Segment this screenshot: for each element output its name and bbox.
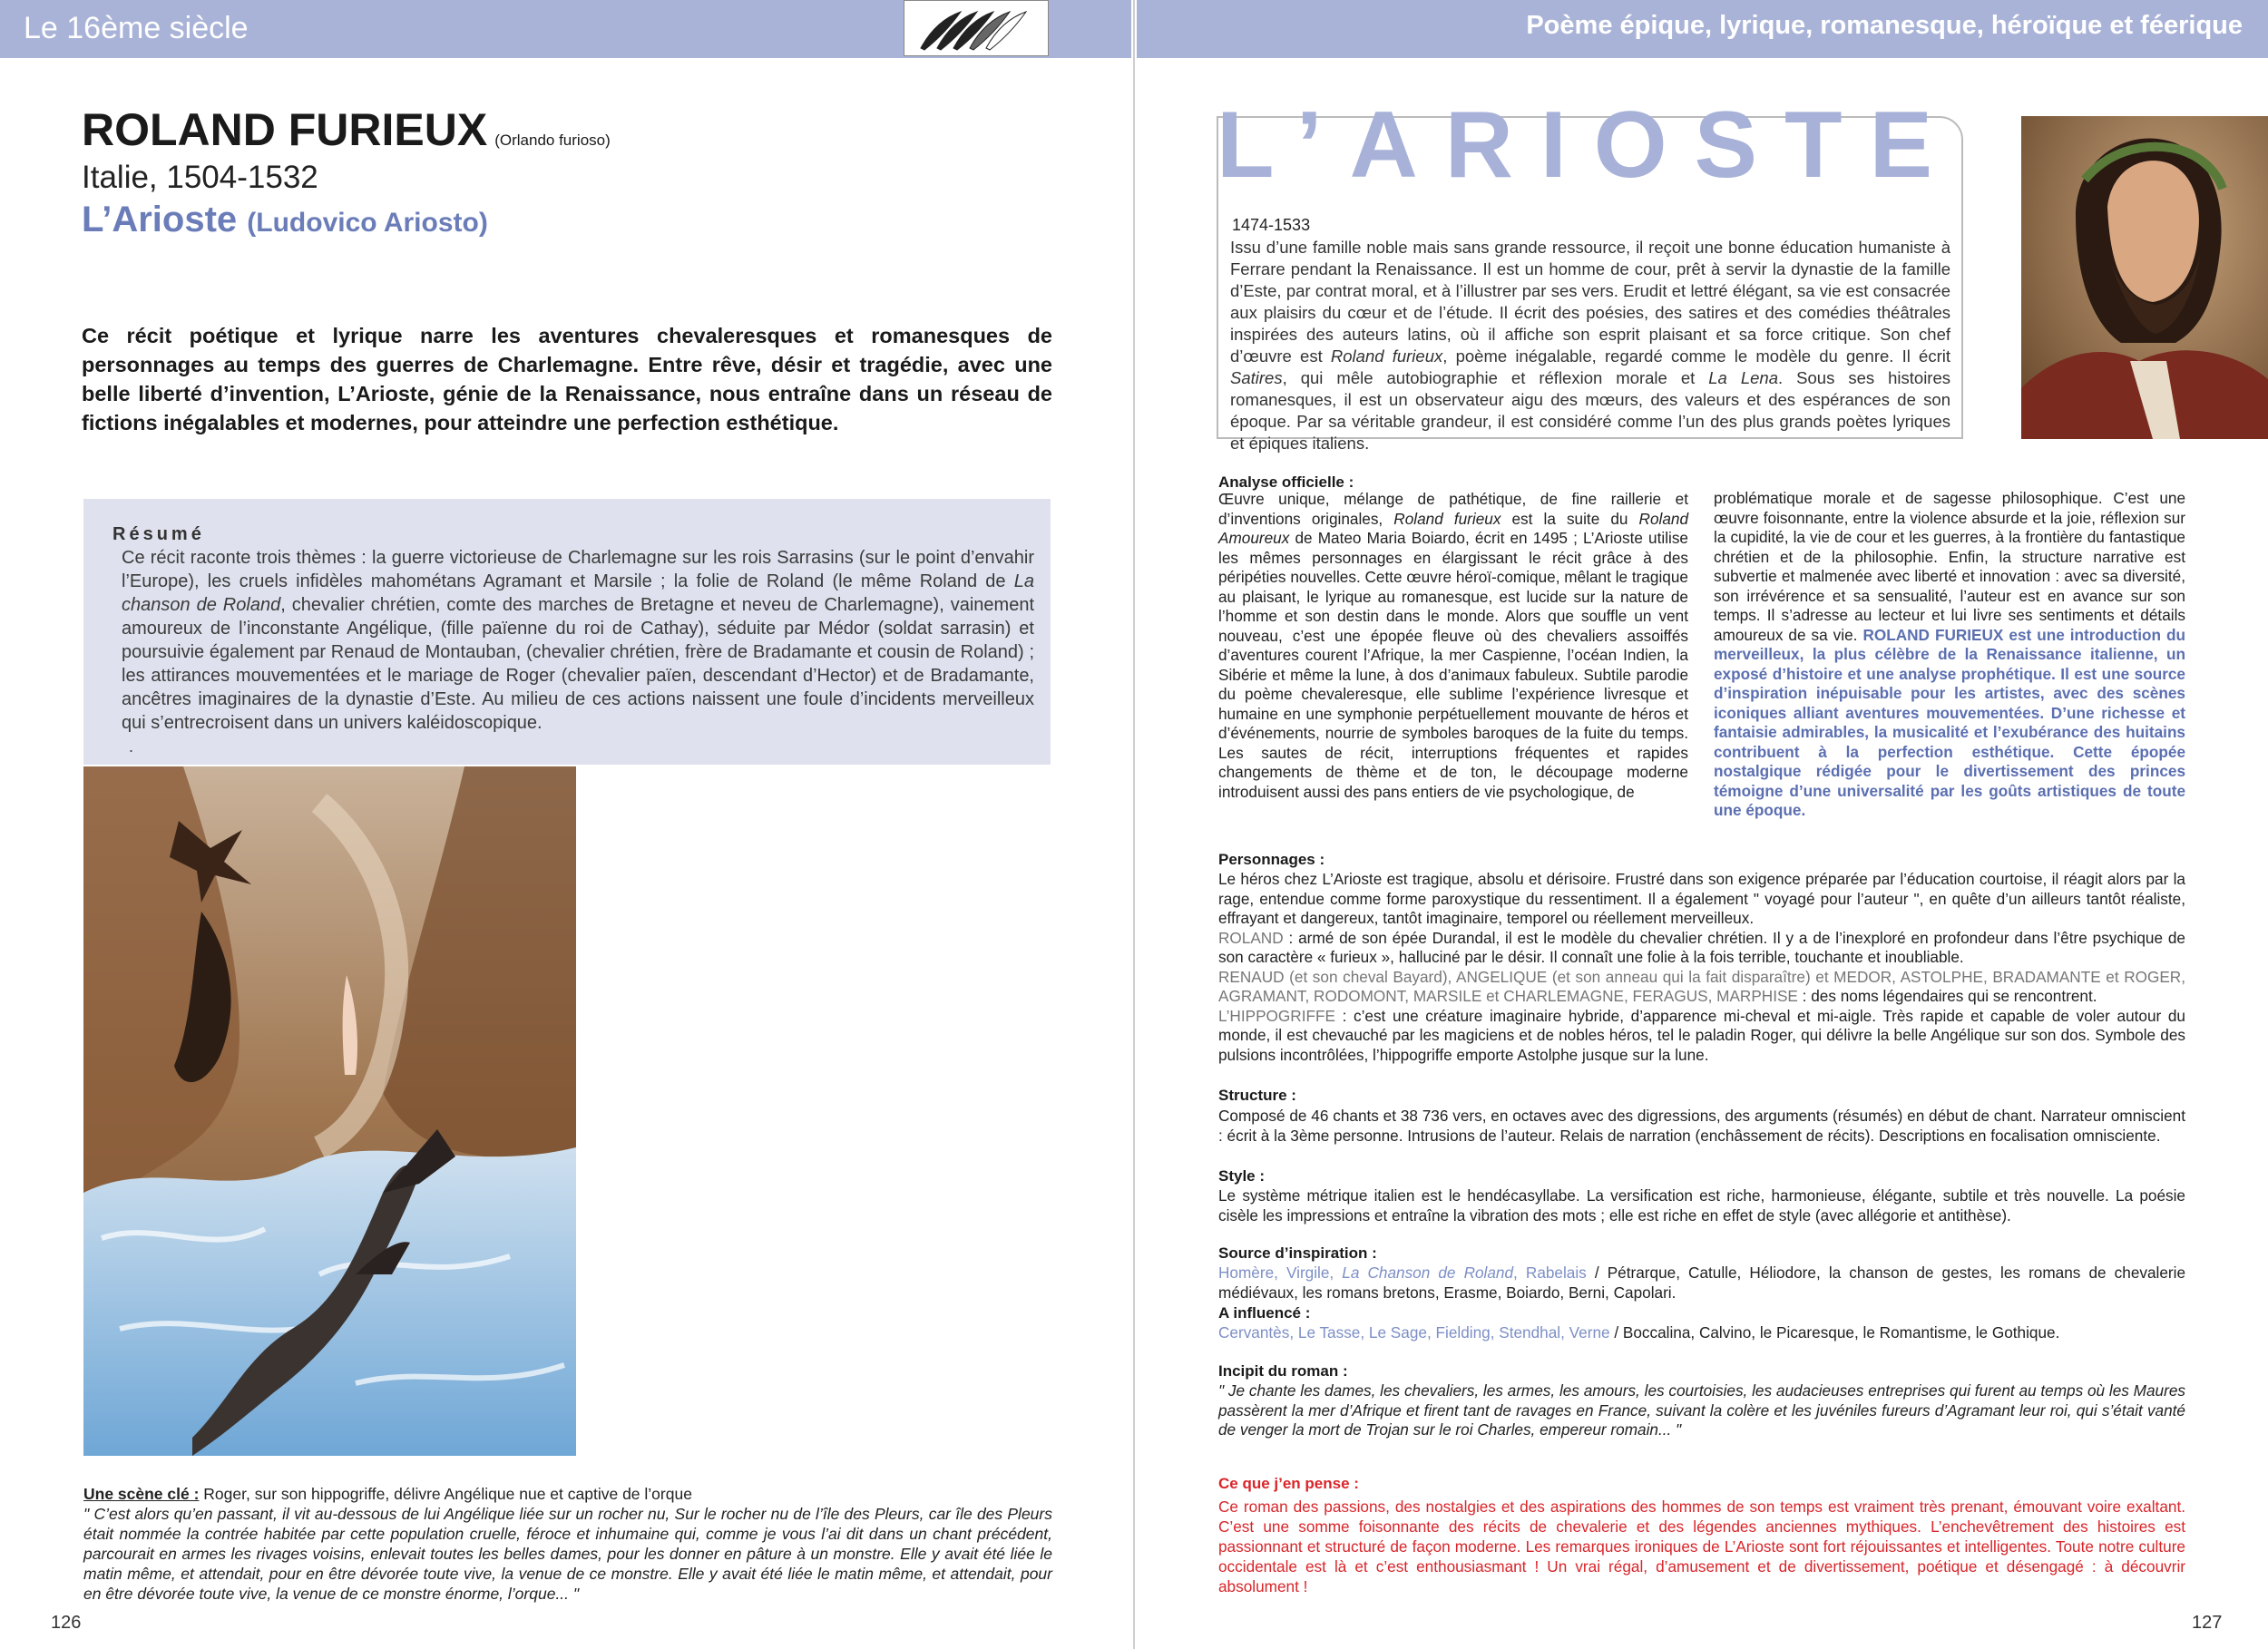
style-text: Le système métrique italien est le hendécasyllabe. La versification est riche, harmonieuse, élégante, subtile et très nouvelle. La poésie cisèle les impressions et entraîne la vibration des mots ; elle est riche en effet de style (avec allégorie et antithèse). bbox=[1218, 1186, 2185, 1225]
left-page-number: 126 bbox=[51, 1613, 82, 1633]
characters-label: Personnages : bbox=[1218, 851, 1325, 868]
right-header-bar bbox=[1137, 0, 2268, 58]
structure-text: Composé de 46 chants et 38 736 vers, en octaves avec des digressions, des arguments (résumés) en début de chant. Narrateur omniscient : écrit à la 3ème personne. Intrusions de l’auteur. Relais de narration (enchâssement de récits). Descriptions en focalisation omnisciente. bbox=[1218, 1107, 2185, 1145]
incipit-text: " Je chante les dames, les chevaliers, les armes, les amours, les courtoisies, les audacieuses entreprises qui furent au temps où les Maures passèrent la mer d’Afrique et firent tant de ravages en France, suivant la colère et les juvéniles fureurs d’Agramant leur roi, qui s’était vanté de venger la mort de Trojan sur le roi Charles, empereur romain... " bbox=[1218, 1381, 2185, 1439]
characters-text: Le héros chez L’Arioste est tragique, absolu et dérisoire. Frustré dans son exigence préparée par l’éducation courtoise, il réagit alors par la rage, entendue comme forme paroxystique du ressentiment. Il a également " voyagé pour l’auteur ", en quête d’un ailleurs tantôt réaliste, effrayant et dangereux, tantôt imaginaire, temporel ou réellement merveilleux. ROLAND : armé de son épée Durandal, il est le modèle du chevalier chrétien. Il y a de l’inexploré en profondeur dans l’être psychique de son caractère « furieux », halluciné par le désir. Il connaît une folie à la fois terrible, touchante et inoubliable. RENAUD (et son cheval Bayard), ANGELIQUE (et son anneau qui la fait disparaître) et MEDOR, ASTOLPHE, BRADAMANTE et ROGER, AGRAMANT, RODOMONT, MARSILE et CHARLEMAGNE, FERAGUS, MARPHISE : des noms légendaires qui se rencontrent. L’HIPPOGRIFFE : c’est une créature imaginaire hybride, d’apparence mi-cheval et mi-aigle. Très rapide et capable de voler autour du monde, il est chevauché par les magiciens et de nobles héros, tel le paladin Roger, qui délivre la belle Angélique sur son dos. Symbole des pulsions incontrôlées, l’hippogriffe emporte Astolphe jusque sur la lune. bbox=[1218, 870, 2185, 1064]
right-page-number: 127 bbox=[2192, 1613, 2223, 1633]
summary-box: Résumé Ce récit raconte trois thèmes : la guerre victorieuse de Charlemagne sur les rois Sarrasins (sur le point d’envahir l’Europe), les cruels infidèles mahométans Agramant et Marsile ; la folie de Roland (le même Roland de La chanson de Roland, chevalier chrétien, comte des marches de Bretagne et neveu de Charlemagne), vainement amoureux de l’inconstante Angélique, (fille païenne du roi de Cathay), séduite par Médor (soldat sarrasin) et poursuivie également par Renaud de Montauban, (chevalier chrétien, frère de Bradamante et cousin de Roland) ; les attirances mouvementées et le mariage de Roger (chevalier païen, descendant d’Hector) et de Bradamante, ancêtres imaginaires de la dynastie d’Este. Au milieu de ces actions naissent une foule d’incidents merveilleux qui s’entrecroisent dans un univers kaléidoscopique. . bbox=[83, 499, 1051, 765]
character-names: RENAUD (et son cheval Bayard), ANGELIQUE (et son anneau qui la fait disparaître) et MEDOR, ASTOLPHE, BRADAMANTE et ROGER, AGRAMANT, RODOMONT, MARSILE et CHARLEMAGNE, FERAGUS, MARPHISE bbox=[1218, 967, 2185, 1005]
character-roland: ROLAND bbox=[1218, 928, 1284, 947]
author-bio-text: Issu d’une famille noble mais sans grande ressource, il reçoit une bonne éducation humaniste à Ferrare pendant la Renaissance. Il est un homme de cour, prêt à servir la dynastie de la famille d’Este, par contrat moral, et à l’illustrer par ses vers. Erudit et lettré élégant, sa vie est consacrée aux plaisirs du cœur et de l’étude. Il écrit des poésies, des satires et des comédies théâtrales inspirées des auteurs latins, où il affiche son esprit plaisant et sa force critique. Son chef d’œuvre est Roland furieux, poème inégalable, regardé comme le modèle du genre. Il écrit Satires, qui mêle autobiographie et réflexion morale et La Lena. Sous ses histoires romanesques, il est un observateur aigu des mœurs, des valeurs et des espérances de son époque. Par sa véritable grandeur, il est considéré comme l’un des plus grands poètes lyriques et épiques italiens. bbox=[1230, 238, 1951, 453]
author-portrait bbox=[2021, 116, 2268, 439]
opinion-label: Ce que j’en pense : bbox=[1218, 1475, 1359, 1492]
author-bio-name: L’ARIOSTE bbox=[1217, 93, 1960, 198]
incipit-label: Incipit du roman : bbox=[1218, 1362, 1348, 1380]
book-origin: Italie, 1504-1532 bbox=[82, 160, 318, 195]
key-scene-caption: Une scène clé : Roger, sur son hippogriffe, délivre Angélique nue et captive de l’orque " C’est alors qu’en passant, il vit au-dessous de lui Angélique liée sur un rocher nu, Sur le rocher nu de l’île des Pleurs, car île des Pleurs était nommée la contrée habitée par cette population cruelle, féroce et inhumaine qui, comme je vous l’ai dit dans un chant précédent, parcourait en armes les rivages voisins, enlevait toutes les belles dames, pour les donner en pâture à un monstre. Elle y avait été liée le matin même, et attendait, pour en être dévorée toute vive, la venue de ce monstre. Elle y avait été liée le matin même, et attendait, pour en être dévorée toute vive, la venue de ce monstre énorme, l’orque... " bbox=[83, 1485, 1052, 1603]
author-full-name: (Ludovico Ariosto) bbox=[247, 208, 488, 238]
key-scene-label: Une scène clé : bbox=[83, 1485, 200, 1503]
analysis-label: Analyse officielle : bbox=[1218, 473, 1354, 491]
intro-paragraph: Ce récit poétique et lyrique narre les aventures chevaleresques et romanesques de personnages au temps des guerres de Charlemagne. Entre rêve, désir et tragédie, avec une belle liberté d’invention, L’Arioste, génie de la Renaissance, nous entraîne dans un réseau de fictions inégalables et modernes, pour atteindre une perfection esthétique. bbox=[82, 324, 1052, 434]
summary-title: Résumé bbox=[112, 524, 205, 544]
book-title: ROLAND FURIEUX (Orlando furioso) bbox=[82, 104, 611, 155]
opinion-text: Ce roman des passions, des nostalgies et des aspirations des hommes de son temps est vraiment très prenant, émouvant voire exaltant. C’est une somme foisonnante des récits de chevalerie et des légendes anciennes mythiques. L’enchevêtrement des histoires est passionnant et structuré de façon moderne. Les remarques ironiques de L’Arioste sont fort réjouissantes et intelligentes. Toute notre culture occidentale est là et c’est enthousiasmant ! Un vrai régal, d’amusement et de divertissement, poétique et désengagé : à découvrir absolument ! bbox=[1218, 1498, 2185, 1595]
genre-title: Poème épique, lyrique, romanesque, héroïque et féerique bbox=[1526, 11, 2243, 40]
structure-label: Structure : bbox=[1218, 1087, 1296, 1104]
book-spine-divider bbox=[1133, 0, 1135, 1649]
key-scene-quote: " C’est alors qu’en passant, il vit au-dessous de lui Angélique liée sur un rocher nu, Sur le rocher nu de l’île des Pleurs, car île des Pleurs était nommée la contrée habitée par cette population cruelle, féroce et inhumaine qui, comme je vous l’ai dit dans un chant précédent, parcourait en armes les rivages voisins, enlevait toutes les belles dames, pour les donner en pâture à un monstre. Elle y avait été liée le matin même, et attendait, pour en être dévorée toute vive, la venue de ce monstre. Elle y avait été liée le matin même, et attendait, pour en être dévorée toute vive, la venue de ce monstre énorme, l’orque... " bbox=[83, 1505, 1052, 1603]
author-bio-years: 1474-1533 bbox=[1232, 216, 1311, 234]
character-hippogriffe: L’HIPPOGRIFFE bbox=[1218, 1006, 1335, 1025]
analysis-column-left: Œuvre unique, mélange de pathétique, de fine raillerie et d’inventions originales, Roland furieux est la suite du Roland Amoureux de Mateo Maria Boiardo, écrit en 1495 ; L’Arioste utilise les mêmes personnages en élargissant le récit grâce à des péripéties nouvelles. Cette œuvre héroï-comique, mêlant le tragique au plaisant, le lyrique au romanesque, est lucide sur la nature de l’homme et son destin dans le monde. Alors que souffle un vent nouveau, c’est une épopée fleuve où des chevaliers assoiffés d’aventures courent l’Afrique, la mer Caspienne, l’océan Indien, la Sibérie et même la lune, à dos d’animaux fabuleux. Subtile parodie du poème chevaleresque, elle sublime l’expérience livresque et humaine en une symphonie perpétuellement mouvante de héros et d’événements, nourrie de symboles baroques de la fuite du temps. Les sautes de récit, interruptions fréquentes et rapides changements de thème et de ton, le découpage moderne introduisent aussi des pans entiers de vie psychologique, de bbox=[1218, 490, 1688, 801]
inspiration-text: Homère, Virgile, La Chanson de Roland, Rabelais / Pétrarque, Catulle, Héliodore, la chanson de gestes, les romans de chevalerie médiévaux, les romans bretons, Erasme, Boiardo, Berni, Capolari. bbox=[1218, 1264, 2186, 1302]
summary-text: Ce récit raconte trois thèmes : la guerre victorieuse de Charlemagne sur les rois Sarrasins (sur le point d’envahir l’Europe), les cruels infidèles mahométans Agramant et Marsile ; la folie de Roland (le même Roland de La chanson de Roland, chevalier chrétien, comte des marches de Bretagne et neveu de Charlemagne), vainement amoureux de l’inconstante Angélique, (fille païenne du roi de Cathay), séduite par Médor (soldat sarrasin) et poursuivie également par Renaud de Montauban, (chevalier chrétien, frère de Bradamante et cousin de Roland) ; les attirances mouvementées et le mariage de Roger (chevalier païen, descendant d’Hector) et de Bradamante, ancêtres imaginaires de la dynastie d’Este. Au milieu de ces actions naissent une foule d’incidents merveilleux qui s’entrecroisent dans un univers kaléidoscopique. bbox=[122, 548, 1035, 733]
analysis-highlight: ROLAND FURIEUX est une introduction du merveilleux, la plus célèbre de la Renaissance italienne, un exposé d’histoire et une analyse prophétique. Il est une source d’inspiration inépuisable pour les artistes, avec des scènes iconiques alliant aventures mouvementées. D’une richesse et fantaisie admirables, la musicalité et l’exubérance des huitains contribuent à la perfection esthétique. Cette épopée nostalgique rédigée pour le divertissement des princes témoigne d’une universalité par les goûts artistiques de toute une époque. bbox=[1714, 625, 2186, 819]
scene-painting bbox=[83, 766, 576, 1456]
analysis-column-right: problématique morale et de sagesse philosophique. C’est une œuvre foisonnante, entre la violence absurde et la joie, réflexion sur la cupidité, la vie de cour et les guerres, à la frontière du fantastique chrétien et de la philosophie. Enfin, la structure narrative est subvertie et malmenée avec liberté et innovation : avec sa diversité, son irrévérence et sa sensualité, l’auteur est en avance sur son temps. Il s’adresse au lecteur et lui livre ses sentiments et détails amoureux de sa vie. ROLAND FURIEUX est une introduction du merveilleux, la plus célèbre de la Renaissance italienne, un exposé d’histoire et une analyse prophétique. Il est une source d’inspiration inépuisable pour les artistes, avec des scènes iconiques alliant aventures mouvementées. D’une richesse et fantaisie admirables, la musicalité et l’exubérance des huitains contribuent à la perfection esthétique. Cette épopée nostalgique rédigée pour le divertissement des princes témoigne d’une universalité par les goûts artistiques de toute une époque. bbox=[1714, 489, 2186, 819]
quill-feathers-icon bbox=[904, 0, 1049, 56]
influence-text: Cervantès, Le Tasse, Le Sage, Fielding, Stendhal, Verne / Boccalina, Calvino, le Picaresque, le Romantisme, le Gothique. bbox=[1218, 1323, 2060, 1342]
inspiration-label: Source d’inspiration : bbox=[1218, 1244, 1377, 1262]
style-label: Style : bbox=[1218, 1167, 1266, 1185]
author-name: L’Arioste (Ludovico Ariosto) bbox=[82, 200, 488, 239]
original-title: (Orlando furioso) bbox=[494, 132, 611, 149]
influence-label: A influencé : bbox=[1218, 1304, 1311, 1322]
century-title: Le 16ème siècle bbox=[24, 11, 249, 45]
